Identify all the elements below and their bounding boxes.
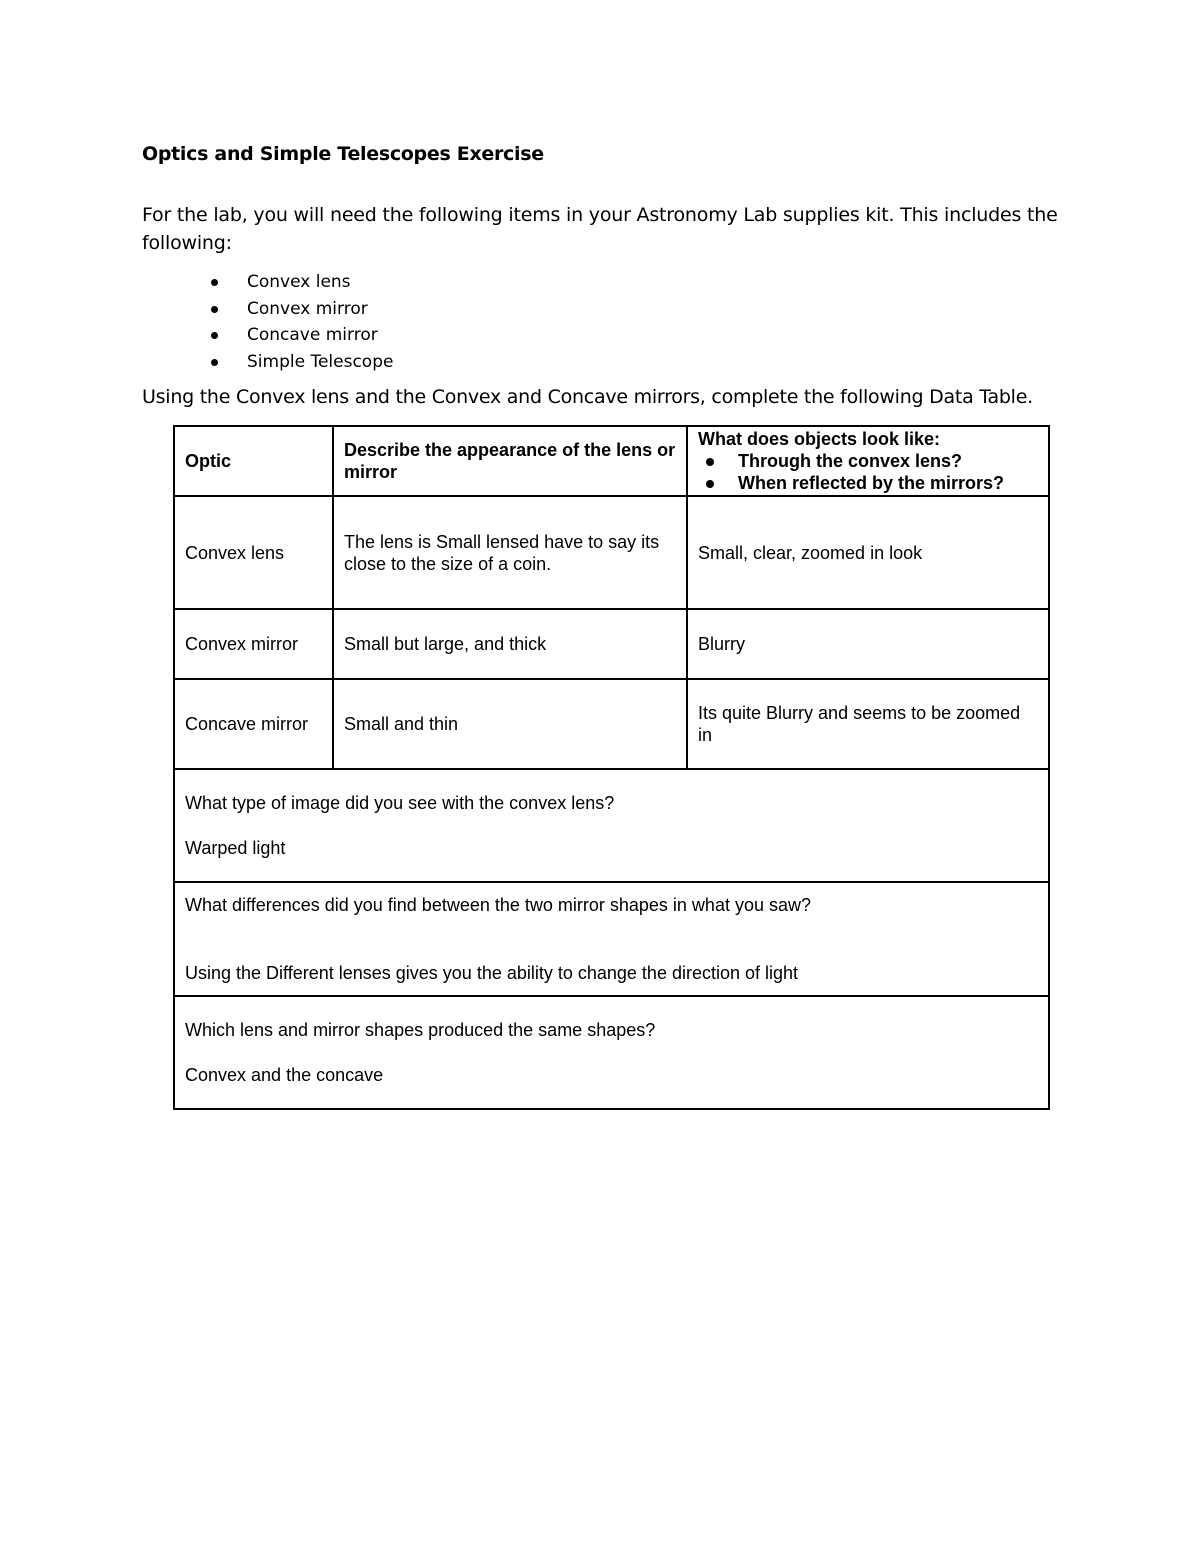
answer-text: Convex and the concave (185, 1065, 384, 1085)
cell-appearance: The lens is Small lensed have to say its close to the size of a coin. (333, 496, 687, 609)
question-text: What type of image did you see with the convex lens? (185, 793, 615, 813)
question-cell (174, 996, 1049, 1109)
cell-look: Blurry (687, 609, 1049, 679)
header-describe: Describe the appearance of the lens or mirror (333, 426, 687, 496)
supply-item: Simple Telescope (200, 349, 393, 376)
cell-appearance: Small and thin (333, 679, 687, 769)
header-look (687, 426, 1049, 496)
cell-optic: Convex lens (174, 496, 333, 609)
supplies-list (200, 269, 393, 375)
table-row (174, 496, 1049, 609)
cell-look: Small, clear, zoomed in look (687, 496, 1049, 609)
data-table (173, 425, 1050, 1110)
supply-item: Concave mirror (200, 322, 393, 349)
header-look-list (698, 450, 1038, 494)
supply-item: Convex mirror (200, 296, 393, 323)
header-look-title: What does objects look like: (698, 429, 941, 449)
document-title: Optics and Simple Telescopes Exercise (142, 143, 544, 165)
question-row (174, 769, 1049, 882)
instruction-text: Using the Convex lens and the Convex and Concave mirrors, complete the following Data Table. (142, 386, 1033, 408)
table-row (174, 609, 1049, 679)
header-look-item: When reflected by the mirrors? (698, 472, 1038, 494)
answer-text: Warped light (185, 838, 286, 858)
question-cell (174, 769, 1049, 882)
cell-look: Its quite Blurry and seems to be zoomed in (687, 679, 1049, 769)
question-row (174, 882, 1049, 996)
cell-appearance: Small but large, and thick (333, 609, 687, 679)
header-look-item: Through the convex lens? (698, 450, 1038, 472)
table-row (174, 679, 1049, 769)
question-text: Which lens and mirror shapes produced the same shapes? (185, 1020, 656, 1040)
table-header-row (174, 426, 1049, 496)
question-row (174, 996, 1049, 1109)
cell-optic: Concave mirror (174, 679, 333, 769)
header-optic: Optic (174, 426, 333, 496)
question-cell (174, 882, 1049, 996)
supply-item: Convex lens (200, 269, 393, 296)
question-text: What differences did you find between the two mirror shapes in what you saw? (185, 895, 812, 915)
answer-text: Using the Different lenses gives you the ability to change the direction of light (185, 963, 799, 983)
cell-optic: Convex mirror (174, 609, 333, 679)
intro-paragraph: For the lab, you will need the following items in your Astronomy Lab supplies kit. This includes the following: (142, 204, 1058, 254)
